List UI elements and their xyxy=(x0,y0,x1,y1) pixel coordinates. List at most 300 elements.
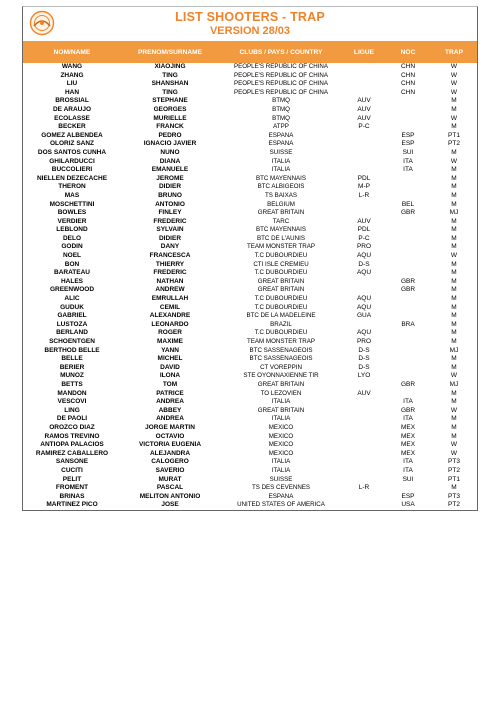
cell-name: DOS SANTOS CUNHA xyxy=(37,148,107,156)
table-row xyxy=(23,381,477,390)
cell-noc: ITA xyxy=(403,458,413,466)
cell-surname: ANTONIO xyxy=(155,200,185,208)
cell-ligue: AQU xyxy=(356,252,372,260)
cell-trap: PT2 xyxy=(448,466,460,474)
table-row xyxy=(23,424,477,433)
cell-club: CT VOREPPIN xyxy=(260,363,302,371)
table-row xyxy=(23,140,477,149)
cell-club: ITALIA xyxy=(271,466,291,474)
cell-name: BARATEAU xyxy=(54,269,90,277)
cell-surname: JOSE xyxy=(161,501,179,509)
cell-trap: M xyxy=(451,217,457,225)
cell-name: LIU xyxy=(66,80,78,88)
table-row xyxy=(23,407,477,416)
cell-club: ITALIA xyxy=(271,166,291,174)
table-row xyxy=(23,372,477,381)
cell-noc xyxy=(385,218,431,227)
cell-club: TS DES CEVENNES xyxy=(251,484,311,492)
cell-surname: SAVERIO xyxy=(155,466,185,474)
table-row xyxy=(23,501,477,510)
cell-trap: M xyxy=(451,260,457,268)
cell-noc: CHN xyxy=(400,88,416,96)
cell-name: HAN xyxy=(64,88,80,96)
cell-name: WANG xyxy=(61,63,83,70)
cell-club: TEAM MONSTER TRAP xyxy=(247,243,315,251)
cell-noc: CHN xyxy=(400,63,416,70)
cell-surname: MAXIME xyxy=(157,338,183,345)
cell-club: ITALIA xyxy=(271,415,291,423)
cell-trap: M xyxy=(451,123,457,131)
cell-trap: M xyxy=(451,243,457,251)
cell-noc: MEX xyxy=(400,432,416,440)
table-row xyxy=(23,304,477,313)
cell-surname: FREDERIC xyxy=(153,269,187,277)
cell-ligue xyxy=(343,433,385,442)
cell-ligue: D-S xyxy=(358,260,370,268)
cell-trap: W xyxy=(450,80,458,88)
cell-noc xyxy=(385,372,431,381)
cell-surname: JORGE MARTIN xyxy=(145,423,195,431)
cell-noc: MEX xyxy=(400,423,416,431)
table-row xyxy=(23,149,477,158)
cell-trap: PT1 xyxy=(448,475,460,483)
cell-club: TEAM MONSTER TRAP xyxy=(247,338,315,345)
cell-club: SUISSE xyxy=(269,148,293,156)
cell-ligue xyxy=(343,415,385,424)
cell-name: VERDIER xyxy=(57,217,87,225)
cell-surname: BRUNO xyxy=(158,191,182,199)
version-subtitle: VERSION 28/03 xyxy=(209,25,291,37)
cell-noc: GBR xyxy=(400,380,416,388)
cell-trap: M xyxy=(451,148,457,156)
cell-trap: PT2 xyxy=(448,501,460,509)
cell-noc xyxy=(385,175,431,184)
cell-club: STE OYONNAXIENNE TIR xyxy=(243,372,319,380)
cell-noc: CHN xyxy=(400,71,416,79)
cell-trap: M xyxy=(451,234,457,242)
table-row xyxy=(23,458,477,467)
cell-trap: M xyxy=(451,295,457,303)
cell-noc: MEX xyxy=(400,441,416,449)
cell-noc: ITA xyxy=(403,157,413,165)
cell-ligue: AUV xyxy=(357,105,371,113)
cell-ligue: L-R xyxy=(358,191,370,199)
cell-ligue: M-P xyxy=(358,183,370,191)
cell-noc xyxy=(385,304,431,313)
cell-club: ITALIA xyxy=(271,458,291,466)
cell-surname: FREDERIC xyxy=(153,217,187,225)
table-row xyxy=(23,89,477,98)
cell-surname: SHANSHAN xyxy=(151,80,189,88)
cell-noc xyxy=(385,106,431,115)
cell-surname: SYLVAIN xyxy=(156,226,184,234)
cell-ligue xyxy=(343,278,385,287)
cell-trap: M xyxy=(451,484,457,492)
cell-surname: DIANA xyxy=(159,157,181,165)
cell-club: PEOPLE'S REPUBLIC OF CHINA xyxy=(233,71,329,79)
cell-trap: PT1 xyxy=(448,131,460,139)
cell-ligue: P-C xyxy=(358,123,370,131)
cell-name: SCHOENTGEN xyxy=(49,338,95,345)
cell-name: ZHANG xyxy=(60,71,84,79)
cell-surname: ABBEY xyxy=(158,406,182,414)
cell-noc xyxy=(385,226,431,235)
table-row xyxy=(23,312,477,321)
cell-name: ANTIOPA PALACIOS xyxy=(40,441,104,449)
cell-trap: M xyxy=(451,200,457,208)
cell-ligue: PRO xyxy=(356,338,372,345)
cell-ligue xyxy=(343,201,385,210)
cell-noc xyxy=(385,484,431,493)
cell-noc xyxy=(385,235,431,244)
cell-name: HALES xyxy=(60,277,84,285)
cell-club: T.C DUBOURDIEU xyxy=(254,329,308,337)
cell-trap: M xyxy=(451,415,457,423)
cell-trap: W xyxy=(450,441,458,449)
cell-name: MARTINEZ PICO xyxy=(46,501,98,509)
table-row xyxy=(23,252,477,261)
table-row xyxy=(23,80,477,89)
cell-surname: ALEXANDRE xyxy=(149,312,191,320)
cell-trap: MJ xyxy=(449,209,459,217)
cell-ligue xyxy=(343,209,385,218)
cell-surname: MICHEL xyxy=(157,355,183,363)
cell-name: BELLE xyxy=(61,355,83,363)
cell-trap: W xyxy=(450,157,458,165)
cell-ligue xyxy=(343,158,385,167)
cell-ligue: LYO xyxy=(357,372,371,380)
cell-club: PEOPLE'S REPUBLIC OF CHINA xyxy=(233,63,329,70)
table-row xyxy=(23,201,477,210)
cell-surname: THIERRY xyxy=(155,260,185,268)
cell-ligue xyxy=(343,450,385,459)
cell-trap: M xyxy=(451,329,457,337)
cell-club: ESPAÑA xyxy=(268,140,294,148)
cell-name: BON xyxy=(64,260,80,268)
cell-name: THERON xyxy=(58,183,86,191)
cell-name: BOWLES xyxy=(57,209,87,217)
cell-ligue xyxy=(343,458,385,467)
table-row xyxy=(23,226,477,235)
cell-noc xyxy=(385,329,431,338)
cell-name: DELO xyxy=(62,234,82,242)
cell-ligue xyxy=(343,476,385,485)
cell-surname: ALEJANDRA xyxy=(149,449,191,457)
cell-ligue: AUV xyxy=(357,217,371,225)
cell-surname: PASCAL xyxy=(156,484,184,492)
cell-name: OROZCO DIAZ xyxy=(49,423,95,431)
cell-noc xyxy=(385,183,431,192)
cell-noc: USA xyxy=(401,501,415,509)
cell-ligue xyxy=(343,286,385,295)
cell-ligue xyxy=(343,80,385,89)
shooters-sheet xyxy=(22,6,478,511)
cell-noc xyxy=(385,123,431,132)
cell-name: BROSSIAL xyxy=(55,97,89,105)
cell-name: BERIER xyxy=(59,363,85,371)
cell-club: ESPAÑA xyxy=(268,492,294,500)
cell-noc xyxy=(385,243,431,252)
cell-surname: TING xyxy=(162,88,178,96)
cell-ligue: P-C xyxy=(358,234,370,242)
cell-ligue xyxy=(343,424,385,433)
cell-surname: EMANUELE xyxy=(151,166,189,174)
cell-club: BTC DE LA MADELEINE xyxy=(246,312,316,320)
cell-ligue: AUV xyxy=(357,97,371,105)
cell-ligue xyxy=(343,149,385,158)
cell-noc: BEL xyxy=(401,200,415,208)
cell-trap: W xyxy=(450,449,458,457)
cell-name: GHILARDUCCI xyxy=(49,157,95,165)
cell-trap: M xyxy=(451,286,457,294)
cell-noc xyxy=(385,192,431,201)
cell-name: MUNOZ xyxy=(60,372,84,380)
cell-club: UNITED STATES OF AMERICA xyxy=(237,501,325,509)
cell-club: GREAT BRITAIN xyxy=(257,286,305,294)
cell-surname: VICTORIA EUGENIA xyxy=(138,441,202,449)
cell-name: GOMEZ ALBENDEA xyxy=(41,131,103,139)
cell-ligue: GUA xyxy=(356,312,372,320)
cell-noc: MEX xyxy=(400,449,416,457)
cell-surname: TOM xyxy=(162,380,178,388)
table-row xyxy=(23,97,477,106)
table-row xyxy=(23,123,477,132)
cell-noc xyxy=(385,97,431,106)
table-row xyxy=(23,243,477,252)
cell-surname: NUNO xyxy=(160,148,180,156)
cell-name: ALIC xyxy=(64,295,80,303)
cell-club: T.C DUBOURDIEU xyxy=(254,252,308,260)
cell-name: SANSONE xyxy=(55,458,89,466)
cell-ligue xyxy=(343,441,385,450)
cell-ligue: AQU xyxy=(356,329,372,337)
table-row xyxy=(23,106,477,115)
cell-trap: M xyxy=(451,363,457,371)
table-row xyxy=(23,321,477,330)
cell-name: GUDUK xyxy=(60,303,84,311)
cell-club: ESPAÑA xyxy=(268,131,294,139)
col-header-surname: PRENOM/SURNAME xyxy=(137,48,203,56)
cell-name: VESCOVI xyxy=(57,398,87,406)
cell-noc: ITA xyxy=(403,398,413,406)
cell-name: MOSCHETTINI xyxy=(49,200,95,208)
cell-trap: M xyxy=(451,398,457,406)
col-header-noc: NOC xyxy=(400,48,416,56)
cell-ligue: AUV xyxy=(357,389,371,397)
table-row xyxy=(23,355,477,364)
cell-name: OLORIZ SANZ xyxy=(49,140,95,148)
cell-club: BTC SASSENAGEOIS xyxy=(249,355,313,363)
cell-noc xyxy=(385,312,431,321)
cell-club: BTMQ xyxy=(272,105,290,113)
cell-surname: PEDRO xyxy=(158,131,182,139)
cell-ligue xyxy=(343,166,385,175)
cell-trap: M xyxy=(451,338,457,345)
cell-name: BERLAND xyxy=(56,329,88,337)
cell-ligue xyxy=(343,493,385,502)
cell-club: T.C DUBOURDIEU xyxy=(254,269,308,277)
cell-trap: W xyxy=(450,372,458,380)
cell-club: GREAT BRITAIN xyxy=(257,209,305,217)
cell-surname: DANY xyxy=(160,243,180,251)
cell-surname: CEMIL xyxy=(159,303,181,311)
table-row xyxy=(23,493,477,502)
cell-trap: M xyxy=(451,191,457,199)
cell-ligue xyxy=(343,398,385,407)
cell-surname: NATHAN xyxy=(156,277,184,285)
cell-club: BTMQ xyxy=(272,114,290,122)
cell-trap: M xyxy=(451,97,457,105)
cell-name: FROMENT xyxy=(55,484,89,492)
cell-ligue xyxy=(343,63,385,72)
cell-ligue xyxy=(343,381,385,390)
cell-surname: LEONARDO xyxy=(151,320,189,328)
col-header-ligue: LIGUE xyxy=(353,48,375,56)
cell-surname: FRANCESCA xyxy=(149,252,191,260)
cell-club: T.C DUBOURDIEU xyxy=(254,295,308,303)
cell-noc: CHN xyxy=(400,80,416,88)
cell-ligue xyxy=(343,89,385,98)
cell-trap: W xyxy=(450,252,458,260)
cell-noc: GBR xyxy=(400,277,416,285)
cell-club: BTMQ xyxy=(272,97,290,105)
cell-ligue: D-S xyxy=(358,363,370,371)
cell-surname: DAVID xyxy=(160,363,180,371)
cell-name: PELIT xyxy=(62,475,82,483)
table-row xyxy=(23,183,477,192)
cell-club: BELGIUM xyxy=(267,200,295,208)
table-row xyxy=(23,441,477,450)
table-row xyxy=(23,476,477,485)
cell-club: TARC xyxy=(272,217,290,225)
cell-club: GREAT BRITAIN xyxy=(257,380,305,388)
cell-surname: EMRULLAH xyxy=(151,295,189,303)
cell-trap: W xyxy=(450,71,458,79)
table-row xyxy=(23,72,477,81)
cell-club: MEXICO xyxy=(268,423,294,431)
cell-trap: M xyxy=(451,269,457,277)
cell-club: MEXICO xyxy=(268,432,294,440)
cell-surname: CALOGERO xyxy=(151,458,189,466)
cell-club: BRAZIL xyxy=(270,320,292,328)
table-row xyxy=(23,484,477,493)
cell-club: TO LEZOVIEN xyxy=(260,389,302,397)
cell-trap: PT3 xyxy=(448,458,460,466)
cell-name: DE ARAUJO xyxy=(52,105,92,113)
cell-noc: ITA xyxy=(403,415,413,423)
cell-ligue: PRO xyxy=(356,243,372,251)
table-row xyxy=(23,269,477,278)
cell-trap: M xyxy=(451,303,457,311)
cell-name: NIELLEN DEZECACHE xyxy=(36,174,108,182)
cell-surname: ANDREA xyxy=(156,398,184,406)
cell-surname: JEROME xyxy=(156,174,184,182)
cell-name: MANDON xyxy=(57,389,87,397)
cell-name: GABRIEL xyxy=(57,312,87,320)
cell-trap: M xyxy=(451,432,457,440)
cell-ligue xyxy=(343,140,385,149)
table-header xyxy=(23,41,477,63)
cell-noc: GBR xyxy=(400,209,416,217)
cell-surname: YANN xyxy=(161,346,179,354)
cell-trap: PT2 xyxy=(448,140,460,148)
cell-surname: DIDIER xyxy=(158,183,182,191)
cell-club: BTC MAYENNAIS xyxy=(255,174,307,182)
cell-surname: PATRICE xyxy=(156,389,184,397)
cell-ligue: PDL xyxy=(357,174,371,182)
cell-trap: PT3 xyxy=(448,492,460,500)
cell-noc xyxy=(385,364,431,373)
table-row xyxy=(23,235,477,244)
cell-surname: ILONA xyxy=(159,372,181,380)
cell-name: RAMIREZ CABALLERO xyxy=(35,449,109,457)
cell-surname: ROGER xyxy=(158,329,182,337)
cell-ligue: AUV xyxy=(357,114,371,122)
cell-noc xyxy=(385,355,431,364)
cell-club: ITALIA xyxy=(271,398,291,406)
page-title: LIST SHOOTERS - TRAP xyxy=(175,10,325,24)
cell-noc: ESP xyxy=(401,492,415,500)
table-row xyxy=(23,415,477,424)
cell-club: TS BAIXAS xyxy=(265,191,297,199)
cell-surname: XIAOJING xyxy=(154,63,186,70)
cell-ligue xyxy=(343,132,385,141)
table-row xyxy=(23,450,477,459)
cell-club: BTC ALBIGEOIS xyxy=(257,183,305,191)
cell-noc xyxy=(385,390,431,399)
cell-trap: W xyxy=(450,63,458,70)
cell-trap: M xyxy=(451,183,457,191)
cell-name: RAMOS TREVINO xyxy=(44,432,100,440)
cell-name: ECOLASSE xyxy=(54,114,90,122)
cell-ligue xyxy=(343,467,385,476)
cell-surname: ANDREA xyxy=(156,415,184,423)
cell-trap: W xyxy=(450,88,458,96)
cell-trap: M xyxy=(451,320,457,328)
cell-club: BTC MAYENNAIS xyxy=(255,226,307,234)
cell-surname: ANDREW xyxy=(155,286,185,294)
cell-club: GREAT BRITAIN xyxy=(257,277,305,285)
cell-trap: M xyxy=(451,166,457,174)
cell-trap: MJ xyxy=(449,346,459,354)
cell-noc xyxy=(385,269,431,278)
cell-name: LUSTOZA xyxy=(56,320,88,328)
cell-name: NOEL xyxy=(62,252,82,260)
table-row xyxy=(23,158,477,167)
cell-noc: ITA xyxy=(403,466,413,474)
cell-ligue: AQU xyxy=(356,303,372,311)
cell-name: BETTS xyxy=(61,380,83,388)
cell-noc: GBR xyxy=(400,286,416,294)
cell-surname: FRANCK xyxy=(156,123,184,131)
table-row xyxy=(23,390,477,399)
cell-ligue: AQU xyxy=(356,269,372,277)
cell-name: BRINAS xyxy=(59,492,85,500)
cell-trap: M xyxy=(451,174,457,182)
table-row xyxy=(23,467,477,476)
cell-name: GREENWOOD xyxy=(49,286,95,294)
cell-surname: FINLEY xyxy=(158,209,182,217)
cell-ligue xyxy=(343,321,385,330)
cell-name: CUCITI xyxy=(61,466,83,474)
table-row xyxy=(23,295,477,304)
table-row xyxy=(23,175,477,184)
table-row xyxy=(23,398,477,407)
col-header-name: NOM/NAME xyxy=(53,48,91,56)
cell-noc: SUI xyxy=(402,148,414,156)
cell-trap: W xyxy=(450,406,458,414)
cell-noc xyxy=(385,252,431,261)
